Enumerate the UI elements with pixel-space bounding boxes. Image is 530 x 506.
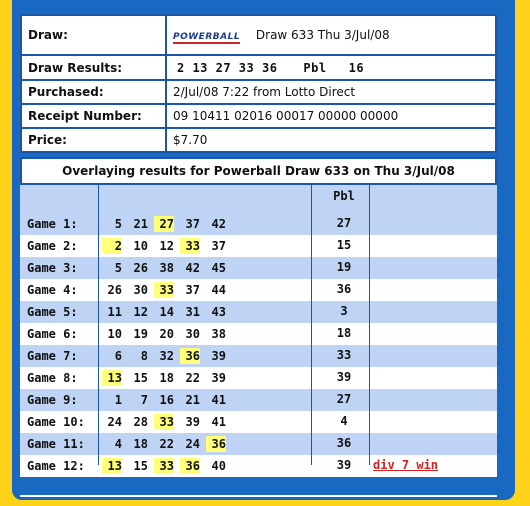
game-row <box>20 389 497 411</box>
game-number: 18 <box>159 371 174 385</box>
game-number: 24 <box>185 437 200 451</box>
game-number: 11 <box>107 305 122 319</box>
game-number: 39 <box>185 415 200 429</box>
game-label: Game 7: <box>27 349 78 363</box>
game-label: Game 2: <box>27 239 78 253</box>
game-number: 45 <box>211 261 226 275</box>
game-number: 4 <box>114 437 122 451</box>
game-number: 12 <box>159 239 174 253</box>
game-number: 13 <box>102 370 122 386</box>
game-number: 32 <box>159 349 174 363</box>
game-powerball: 19 <box>336 260 352 274</box>
price-row <box>21 128 496 152</box>
game-number: 42 <box>185 261 200 275</box>
game-number: 7 <box>140 393 148 407</box>
game-row <box>20 323 497 345</box>
divider-left <box>98 185 99 465</box>
game-number: 2 <box>102 238 122 254</box>
game-powerball: 39 <box>336 458 352 472</box>
game-powerball: 36 <box>336 436 352 450</box>
game-number: 18 <box>133 437 148 451</box>
game-number: 41 <box>211 415 226 429</box>
game-number: 33 <box>154 458 174 474</box>
game-label: Game 5: <box>27 305 78 319</box>
game-row <box>20 455 497 477</box>
game-number: 36 <box>180 348 200 364</box>
game-label: Game 11: <box>27 437 85 451</box>
draw-value-cell <box>166 15 496 55</box>
game-number: 28 <box>133 415 148 429</box>
game-number: 31 <box>185 305 200 319</box>
pbl-header: Pbl <box>333 189 355 203</box>
results-row <box>21 55 496 80</box>
results-numbers: 2 13 27 33 36 <box>177 60 278 75</box>
game-number: 30 <box>133 283 148 297</box>
game-number: 37 <box>211 239 226 253</box>
game-powerball: 39 <box>336 370 352 384</box>
game-number: 37 <box>185 283 200 297</box>
powerball-logo: POWERBALL <box>173 32 241 42</box>
receipt-label: Receipt Number: <box>21 104 166 128</box>
game-number: 26 <box>133 261 148 275</box>
game-label: Game 10: <box>27 415 85 429</box>
game-row <box>20 279 497 301</box>
game-number: 33 <box>180 238 200 254</box>
game-number: 24 <box>107 415 122 429</box>
game-number: 39 <box>211 371 226 385</box>
game-row <box>20 213 497 235</box>
game-number: 43 <box>211 305 226 319</box>
receipt-value: 09 10411 02016 00017 00000 00000 <box>166 104 496 128</box>
game-number: 27 <box>154 216 174 232</box>
receipt-row <box>21 104 496 128</box>
game-row <box>20 345 497 367</box>
game-label: Game 3: <box>27 261 78 275</box>
game-powerball: 27 <box>336 392 352 406</box>
games-header <box>20 185 497 209</box>
game-number: 40 <box>211 459 226 473</box>
game-number: 38 <box>159 261 174 275</box>
game-powerball: 18 <box>336 326 352 340</box>
price-value: $7.70 <box>166 128 496 152</box>
game-label: Game 4: <box>27 283 78 297</box>
draw-value: Draw 633 Thu 3/Jul/08 <box>255 28 390 42</box>
game-number: 33 <box>154 282 174 298</box>
game-number: 15 <box>133 459 148 473</box>
game-powerball: 27 <box>336 216 352 230</box>
purchased-row <box>21 80 496 104</box>
game-number: 33 <box>154 414 174 430</box>
purchased-value: 2/Jul/08 7:22 from Lotto Direct <box>166 80 496 104</box>
game-number: 44 <box>211 283 226 297</box>
ticket-details-table <box>20 14 497 153</box>
game-number: 21 <box>185 393 200 407</box>
game-row <box>20 235 497 257</box>
game-number: 41 <box>211 393 226 407</box>
game-number: 8 <box>140 349 148 363</box>
game-number: 37 <box>185 217 200 231</box>
game-number: 22 <box>159 437 174 451</box>
game-number: 5 <box>114 217 122 231</box>
games-panel <box>20 185 497 475</box>
game-powerball: 15 <box>336 238 352 252</box>
draw-label: Draw: <box>21 15 166 55</box>
divider-middle <box>311 185 312 465</box>
win-indicator[interactable]: div 7 win <box>373 458 439 472</box>
results-pbl-label: Pbl <box>303 60 327 75</box>
game-number: 36 <box>206 436 226 452</box>
game-powerball: 36 <box>336 282 352 296</box>
game-number: 30 <box>185 327 200 341</box>
game-number: 6 <box>114 349 122 363</box>
game-powerball: 3 <box>340 304 348 318</box>
game-number: 16 <box>159 393 174 407</box>
bottom-rule <box>20 495 497 497</box>
game-row <box>20 301 497 323</box>
game-row <box>20 257 497 279</box>
game-number: 1 <box>114 393 122 407</box>
game-row <box>20 411 497 433</box>
game-label: Game 8: <box>27 371 78 385</box>
game-row <box>20 433 497 455</box>
game-number: 13 <box>102 458 122 474</box>
game-number: 20 <box>159 327 174 341</box>
game-number: 36 <box>180 458 200 474</box>
divider-right <box>369 185 370 465</box>
game-number: 26 <box>107 283 122 297</box>
overlay-title: Overlaying results for Powerball Draw 633 on Thu 3/Jul/08 <box>20 157 497 185</box>
game-powerball: 4 <box>340 414 348 428</box>
purchased-label: Purchased: <box>21 80 166 104</box>
game-number: 14 <box>159 305 174 319</box>
game-number: 22 <box>185 371 200 385</box>
game-powerball: 33 <box>336 348 352 362</box>
game-label: Game 6: <box>27 327 78 341</box>
game-row <box>20 367 497 389</box>
game-number: 39 <box>211 349 226 363</box>
game-number: 5 <box>114 261 122 275</box>
game-number: 21 <box>133 217 148 231</box>
draw-row <box>21 15 496 55</box>
game-label: Game 12: <box>27 459 85 473</box>
game-number: 12 <box>133 305 148 319</box>
game-number: 10 <box>107 327 122 341</box>
game-label: Game 1: <box>27 217 78 231</box>
game-number: 42 <box>211 217 226 231</box>
game-number: 19 <box>133 327 148 341</box>
game-number: 15 <box>133 371 148 385</box>
game-number: 38 <box>211 327 226 341</box>
results-pbl: 16 <box>348 60 365 75</box>
results-value-cell <box>166 55 496 80</box>
results-label: Draw Results: <box>21 55 166 80</box>
price-label: Price: <box>21 128 166 152</box>
game-label: Game 9: <box>27 393 78 407</box>
game-number: 10 <box>133 239 148 253</box>
